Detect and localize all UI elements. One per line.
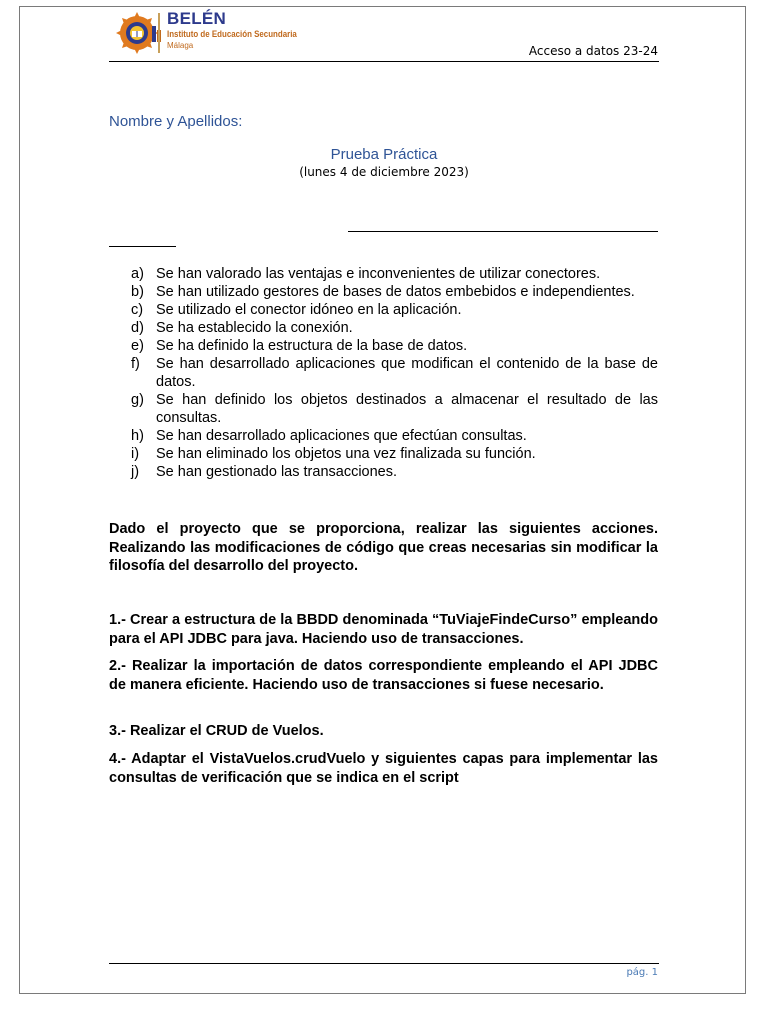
list-marker: f) <box>131 356 140 372</box>
list-marker: j) <box>131 464 140 480</box>
list-marker: a) <box>131 266 144 282</box>
list-marker: g) <box>131 392 144 408</box>
list-item-text: Se utilizado el conector idóneo en la aplicación. <box>156 302 462 318</box>
list-item <box>109 319 658 337</box>
criteria-list <box>109 265 658 481</box>
list-item-text: Se ha definido la estructura de la base de datos. <box>156 338 468 354</box>
list-item-text: Se han desarrollado aplicaciones que modifican el contenido de la base de datos. <box>156 356 658 390</box>
logo-divider <box>158 13 160 53</box>
list-marker: c) <box>131 302 144 318</box>
list-item-text: Se han gestionado las transacciones. <box>156 464 398 480</box>
school-city: Málaga <box>167 41 194 50</box>
school-subtitle: Instituto de Educación Secundaria <box>167 29 297 39</box>
list-marker: e) <box>131 338 144 354</box>
exam-title: Prueba Práctica <box>330 146 438 163</box>
list-item <box>109 337 658 355</box>
task-3: 3.- Realizar el CRUD de Vuelos. <box>109 723 324 739</box>
list-marker: i) <box>131 446 140 462</box>
instructions-intro: Dado el proyecto que se proporciona, realizar las siguientes acciones. Realizando las modificaciones de código que creas necesarias sin modificar la filosofía del desarrollo del proyecto. <box>109 521 658 574</box>
list-item-text: Se han definido los objetos destinados a almacenar el resultado de las consultas. <box>156 392 658 426</box>
list-item-text: Se han desarrollado aplicaciones que efectúan consultas. <box>156 428 527 444</box>
list-item <box>109 283 658 301</box>
list-marker: h) <box>131 428 144 444</box>
name-label: Nombre y Apellidos: <box>109 113 243 130</box>
list-item-text: Se han utilizado gestores de bases de datos embebidos e independientes. <box>156 284 635 300</box>
list-item-text: Se han valorado las ventajas e inconvenientes de utilizar conectores. <box>156 266 601 282</box>
page-number: pág. 1 <box>626 967 658 978</box>
exam-date: (lunes 4 de diciembre 2023) <box>299 165 469 179</box>
list-marker: b) <box>131 284 144 300</box>
answer-line-right <box>348 231 658 232</box>
task-2: 2.- Realizar la importación de datos correspondiente empleando el API JDBC de manera eficiente. Haciendo uso de transacciones si fuese necesario. <box>109 658 658 693</box>
list-item <box>109 265 658 283</box>
school-name: BELÉN <box>167 9 227 28</box>
list-item <box>109 301 658 319</box>
task-1: 1.- Crear a estructura de la BBDD denominada “TuViajeFindeCurso” empleando para el API JDBC para java. Haciendo uso de transacciones. <box>109 612 658 647</box>
list-item <box>109 355 658 391</box>
answer-line-left <box>109 246 176 247</box>
course-label: Acceso a datos 23-24 <box>528 44 658 58</box>
list-item <box>109 445 658 463</box>
header-rule <box>109 61 659 62</box>
footer-rule <box>109 963 659 964</box>
list-item <box>109 427 658 445</box>
list-item-text: Se ha establecido la conexión. <box>156 320 353 336</box>
list-item <box>109 391 658 427</box>
list-item <box>109 463 658 481</box>
school-logo-icon <box>116 12 162 54</box>
list-marker: d) <box>131 320 144 336</box>
task-4: 4.- Adaptar el VistaVuelos.crudVuelo y siguientes capas para implementar las consultas de verificación que se indica en el script <box>109 751 658 786</box>
list-item-text: Se han eliminado los objetos una vez finalizada su función. <box>156 446 536 462</box>
